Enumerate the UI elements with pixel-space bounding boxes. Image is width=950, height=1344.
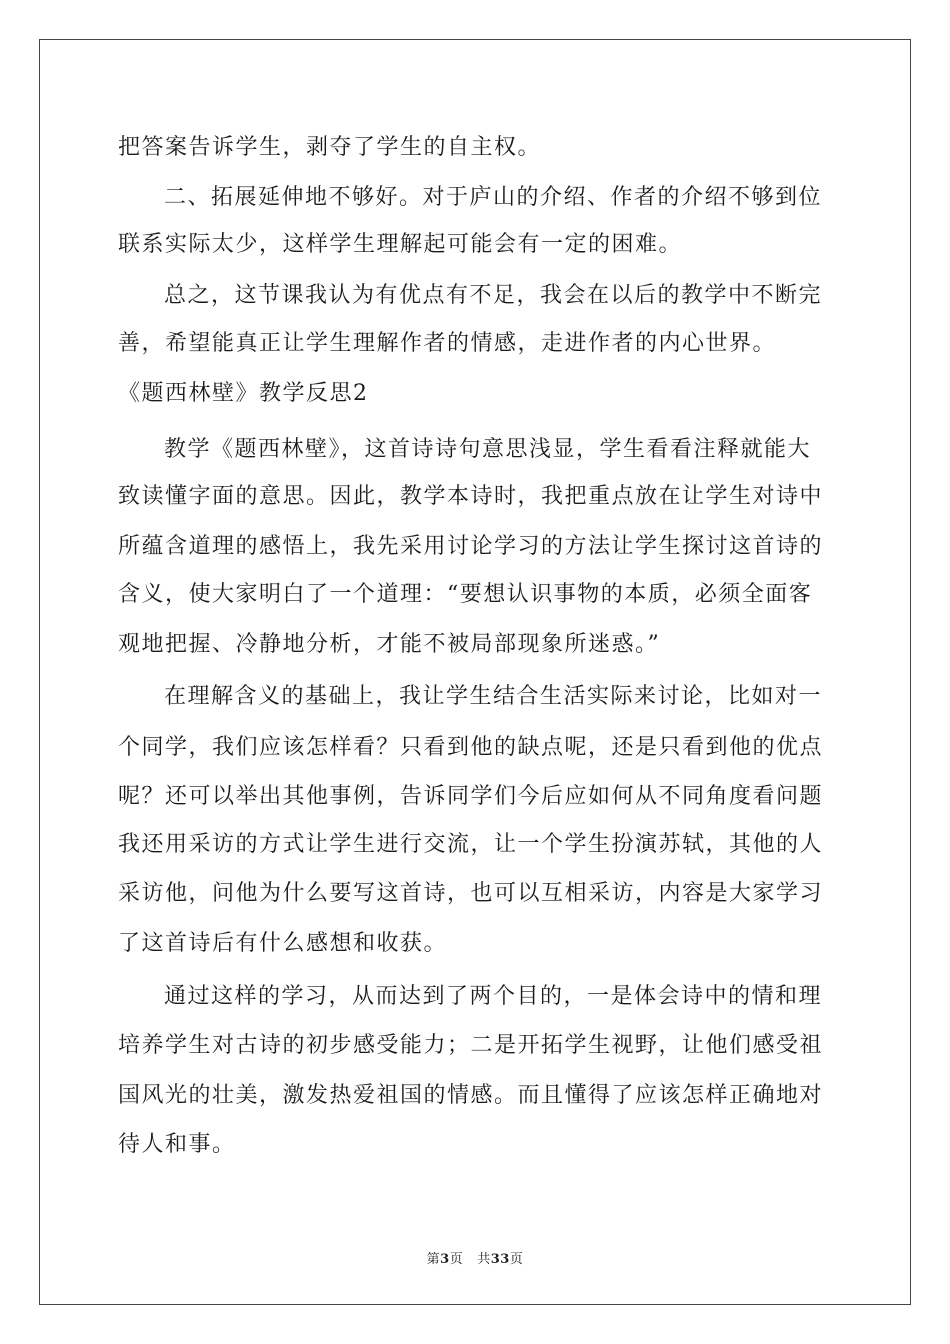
text-line: 通过这样的学习，从而达到了两个目的，一是体会诗中的情和理 <box>164 984 823 1009</box>
text-line: 把答案告诉学生，剥夺了学生的自主权。 <box>118 135 542 160</box>
text-line: 在理解含义的基础上，我让学生结合生活实际来讨论，比如对一 <box>164 684 823 709</box>
page-footer <box>0 1248 950 1267</box>
text-line: 国风光的壮美，激发热爱祖国的情感。而且懂得了应该怎样正确地对 <box>118 1083 824 1108</box>
total-pages: 33 <box>490 1252 510 1267</box>
text-line: 个同学，我们应该怎样看？只看到他的缺点呢，还是只看到他的优点 <box>118 735 824 760</box>
total-label-suffix: 页 <box>509 1252 524 1267</box>
text-line: 含义，使大家明白了一个道理：“要想认识事物的本质，必须全面客 <box>118 582 813 607</box>
text-line: 教学《题西林壁》，这首诗诗句意思浅显，学生看看注释就能大 <box>164 437 812 462</box>
text-line: 呢？还可以举出其他事例，告诉同学们今后应如何从不同角度看问题 <box>118 784 824 809</box>
text-line: 联系实际太少，这样学生理解起可能会有一定的困难。 <box>118 232 683 257</box>
text-line: 培养学生对古诗的初步感受能力；二是开拓学生视野，让他们感受祖 <box>118 1033 824 1058</box>
text-line: 善，希望能真正让学生理解作者的情感，走进作者的内心世界。 <box>118 331 777 356</box>
page-label-prefix: 第 <box>426 1252 441 1267</box>
page-label-suffix: 页 <box>449 1252 464 1267</box>
text-line: 采访他，问他为什么要写这首诗，也可以互相采访，内容是大家学习 <box>118 881 824 906</box>
text-line: 观地把握、冷静地分析，才能不被局部现象所迷惑。” <box>118 632 661 657</box>
text-line: 所蕴含道理的感悟上，我先采用讨论学习的方法让学生探讨这首诗的 <box>118 534 824 559</box>
section-heading: 《题西林壁》教学反思2 <box>118 381 369 406</box>
text-line: 二、拓展延伸地不够好。对于庐山的介绍、作者的介绍不够到位 <box>164 185 823 210</box>
text-line: 我还用采访的方式让学生进行交流，让一个学生扮演苏轼，其他的人 <box>118 832 824 857</box>
total-label-prefix: 共 <box>477 1252 491 1267</box>
page-number: 3 <box>440 1252 450 1267</box>
text-line: 了这首诗后有什么感想和收获。 <box>118 931 448 956</box>
text-line: 待人和事。 <box>118 1132 236 1157</box>
text-line: 致读懂字面的意思。因此，教学本诗时，我把重点放在让学生对诗中 <box>118 484 824 509</box>
text-line: 总之，这节课我认为有优点有不足，我会在以后的教学中不断完 <box>164 283 823 308</box>
